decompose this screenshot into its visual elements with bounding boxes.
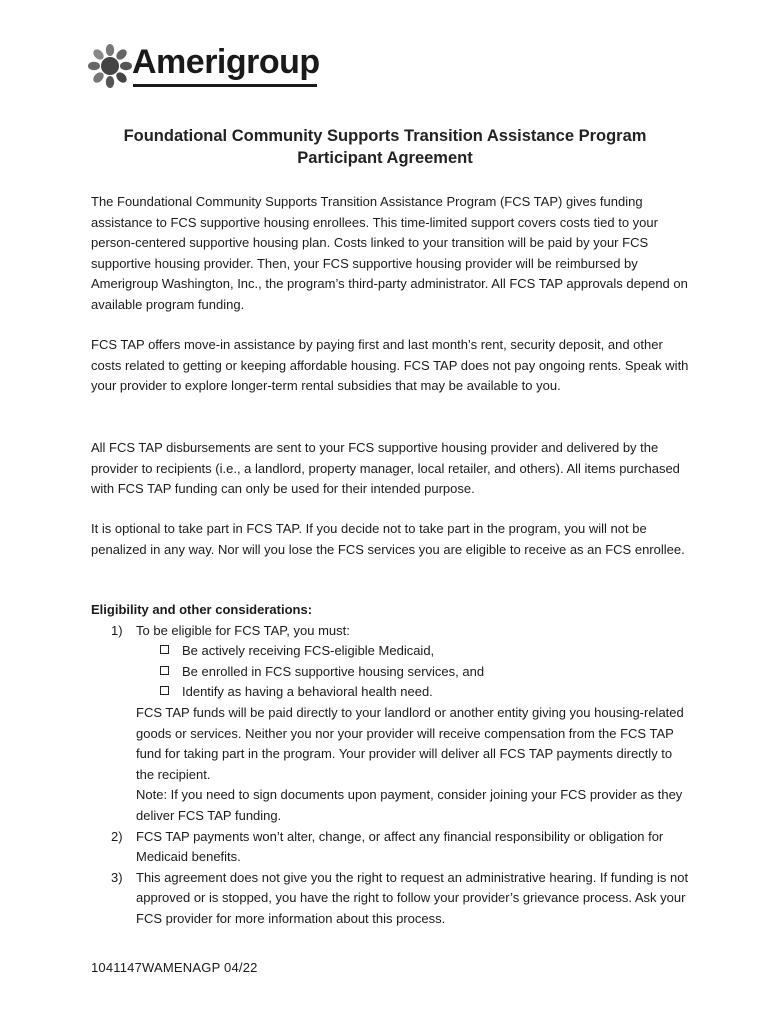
item-number: 1) — [111, 622, 123, 638]
eligibility-section — [91, 600, 691, 930]
amerigroup-sunburst-logo-icon — [88, 44, 132, 88]
paragraph-optional-participation: It is optional to take part in FCS TAP. If you decide not to take part in the program, you will not be penalized in any way. Nor will you lose the FCS services you are eligible to receive as an FCS enrollee. — [91, 521, 685, 557]
title-line-1: Foundational Community Supports Transition Assistance Program — [123, 127, 647, 145]
eligibility-item-2 — [91, 827, 691, 868]
checklist-item: Be actively receiving FCS-eligible Medicaid, — [136, 641, 691, 662]
paragraph-disbursements: All FCS TAP disbursements are sent to your FCS supportive housing provider and delivered by the provider to recipients (i.e., a landlord, property manager, local retailer, and others). All items purchased with FCS TAP funding can only be used for their intended purpose. — [91, 440, 680, 497]
document-title — [60, 125, 710, 169]
checkbox-icon — [160, 666, 169, 675]
item-number: 3) — [111, 869, 123, 885]
form-code: 1041147WAMENAGP 04/22 — [91, 960, 258, 975]
item-text: FCS TAP funds will be paid directly to your landlord or another entity giving you housing-related goods or services. Neither you nor your provider will receive compensation from the FCS TAP fund for taking part in the program. Your provider will deliver all FCS TAP payments directly to the recipient. — [136, 704, 684, 782]
item-intro: To be eligible for FCS TAP, you must: — [136, 622, 350, 638]
eligibility-item-1 — [91, 621, 691, 827]
logo-underline — [133, 84, 317, 87]
checkbox-icon — [160, 686, 169, 695]
title-line-2: Participant Agreement — [297, 149, 473, 167]
amerigroup-logo — [88, 42, 328, 90]
requirements-checklist — [136, 641, 691, 703]
eligibility-heading: Eligibility and other considerations: — [91, 602, 313, 617]
brand-name: Amerigroup — [132, 43, 320, 81]
paragraph-move-in-assistance: FCS TAP offers move-in assistance by paying first and last month’s rent, security deposit, and other costs related to getting or keeping affordable housing. FCS TAP does not pay ongoing rents. Speak with your provider to explore longer-term rental subsidies that may be available to you. — [91, 337, 689, 394]
eligibility-item-3 — [91, 868, 691, 930]
item-text: This agreement does not give you the right to request an administrative hearing. If funding is not approved or is stopped, you have the right to follow your provider’s grievance process. Ask your FCS provider for more information about this process. — [136, 869, 689, 926]
checkbox-icon — [160, 645, 169, 654]
paragraph-program-overview: The Foundational Community Supports Transition Assistance Program (FCS TAP) gives funding assistance to FCS supportive housing enrollees. This time-limited support covers costs tied to your person-centered supportive housing plan. Costs linked to your transition will be paid by your FCS supportive housing provider. Then, your FCS supportive housing provider will be reimbursed by Amerigroup Washington, Inc., the program’s third-party administrator. All FCS TAP approvals depend on available program funding. — [91, 194, 688, 312]
checklist-item: Be enrolled in FCS supportive housing services, and — [136, 662, 691, 683]
item-note: Note: If you need to sign documents upon payment, consider joining your FCS provider as they deliver FCS TAP funding. — [136, 787, 683, 823]
checklist-item: Identify as having a behavioral health need. — [136, 682, 691, 703]
item-text: FCS TAP payments won’t alter, change, or affect any financial responsibility or obligation for Medicaid benefits. — [136, 828, 664, 865]
item-number: 2) — [111, 828, 123, 844]
